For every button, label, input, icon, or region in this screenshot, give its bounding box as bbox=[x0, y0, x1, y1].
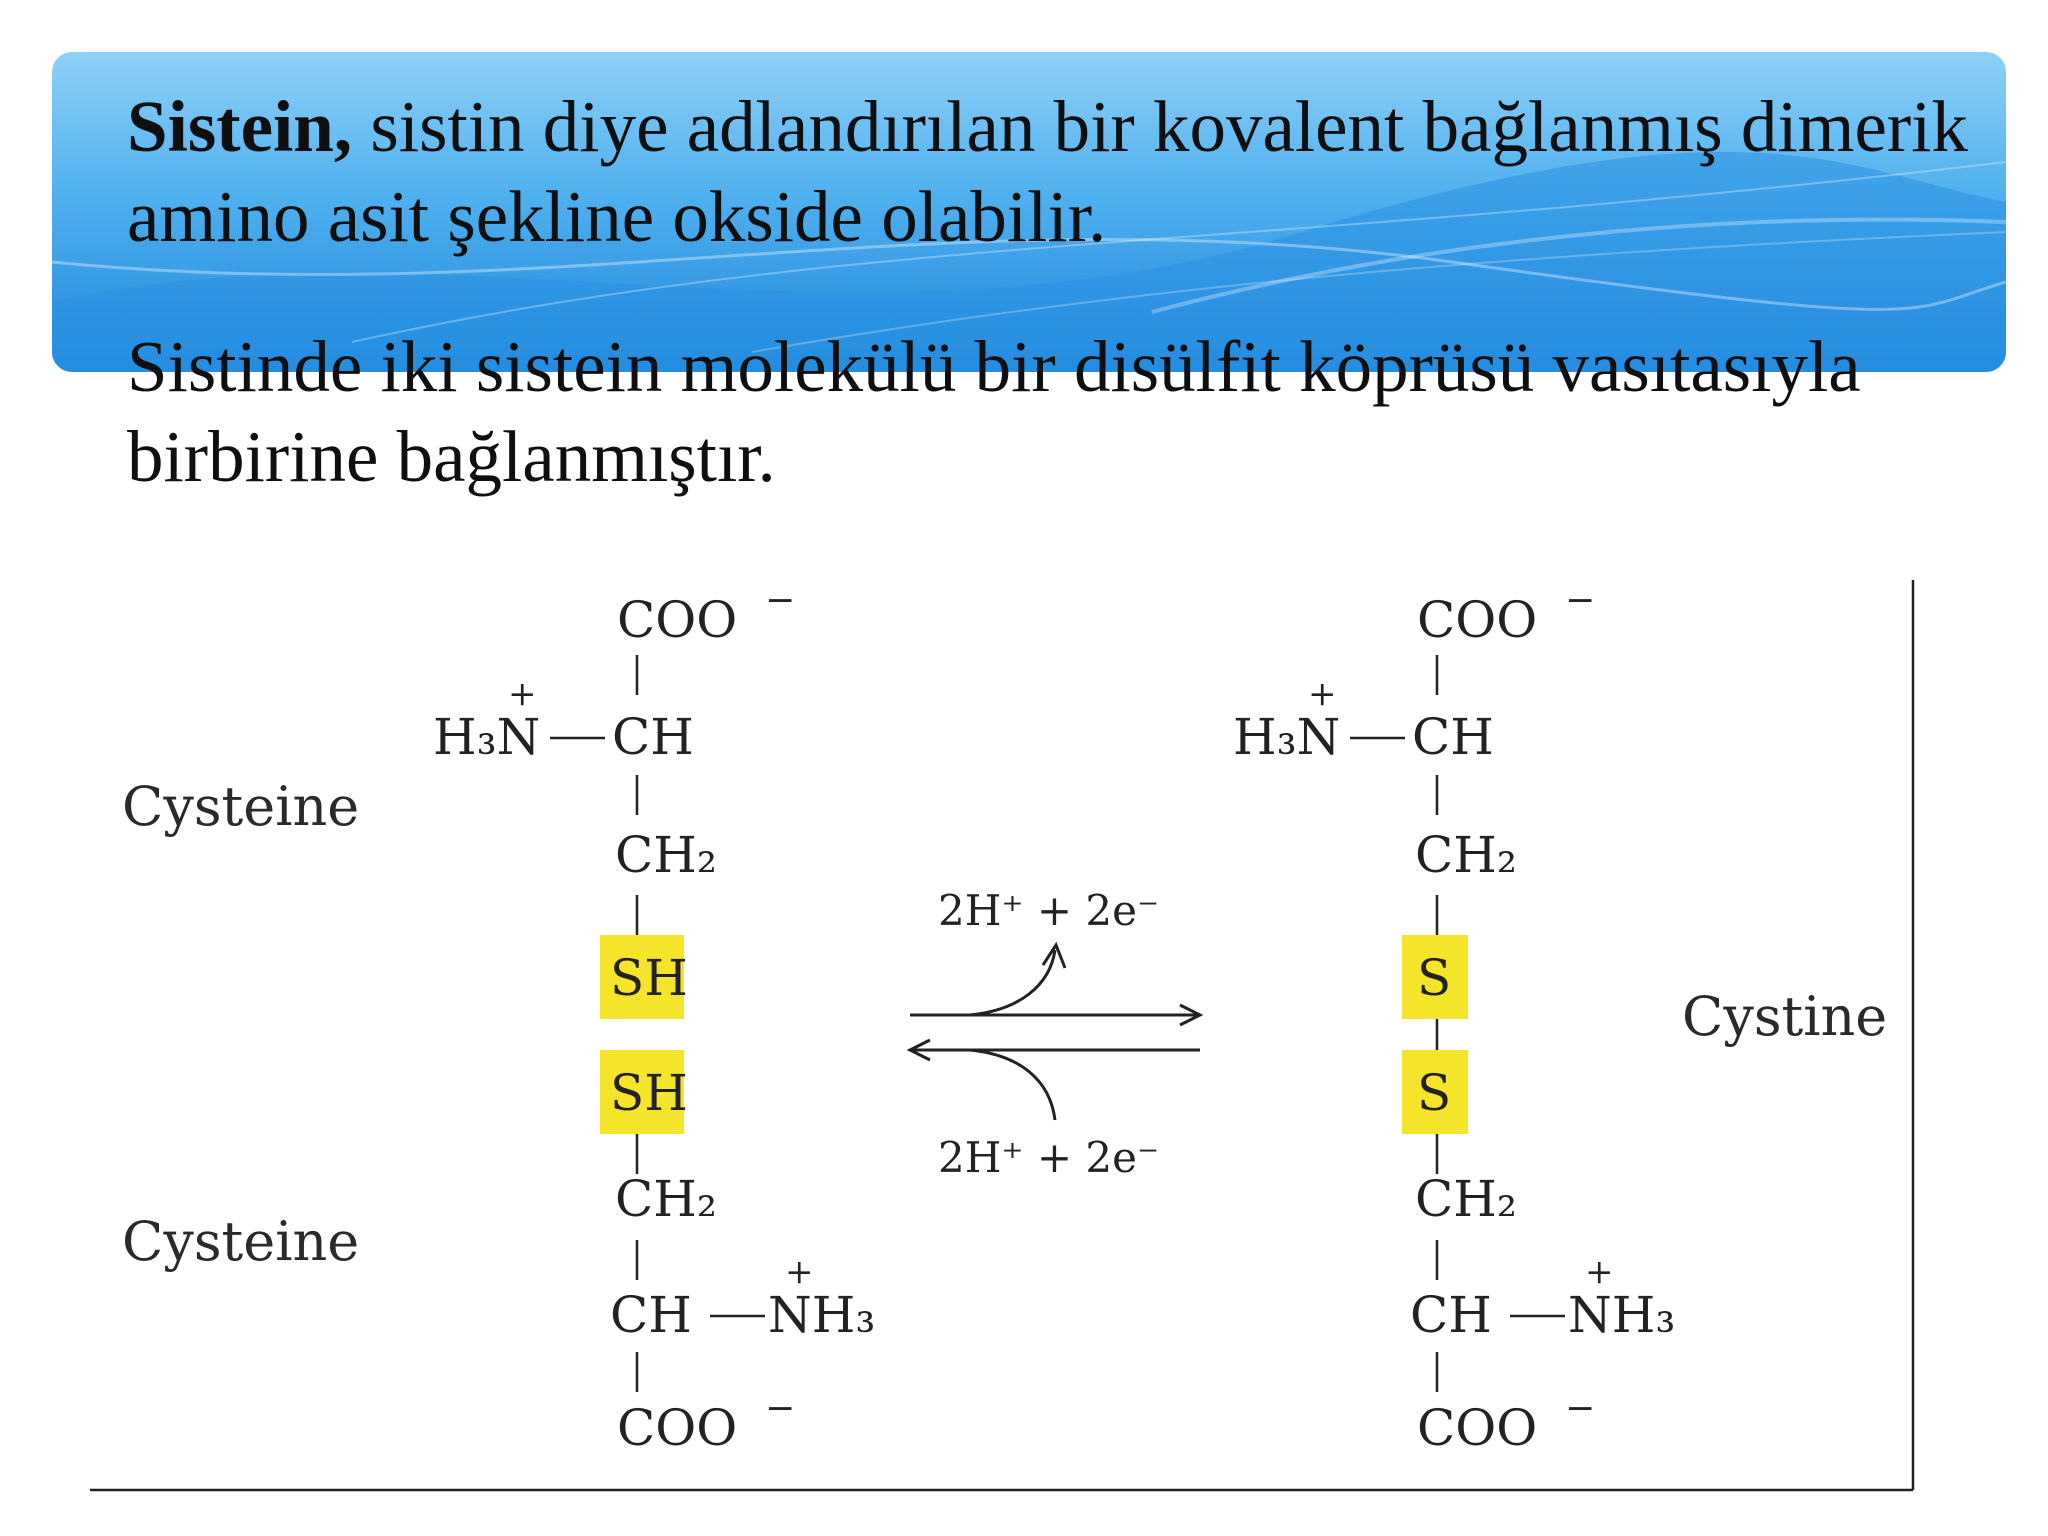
cysteine-structures bbox=[433, 580, 875, 1457]
right-bottom-coo: COO bbox=[1417, 1399, 1538, 1457]
label-cysteine-top: Cysteine bbox=[122, 775, 360, 838]
cystine-structure bbox=[1233, 580, 1675, 1457]
left-top-ch: CH bbox=[612, 708, 694, 766]
reaction-arrows bbox=[910, 886, 1200, 1182]
label-cysteine-bottom: Cysteine bbox=[122, 1210, 360, 1273]
left-top-coo-charge: − bbox=[765, 580, 796, 621]
paragraph-1-text: sistin diye adlandırılan bir kovalent bağlanmış dimerik amino asit şekline okside olabilir. bbox=[127, 86, 1968, 257]
left-bottom-coo: COO bbox=[617, 1399, 738, 1457]
right-top-coo-charge: − bbox=[1565, 580, 1596, 621]
right-h3n: H₃N bbox=[1233, 708, 1341, 766]
left-sh-bottom: SH bbox=[610, 1064, 688, 1122]
reagent-top: 2H⁺ + 2e⁻ bbox=[938, 886, 1160, 935]
left-h3n-charge: + bbox=[508, 674, 537, 714]
cysteine-cystine-diagram bbox=[90, 580, 1920, 1500]
right-bottom-ch: CH bbox=[1410, 1286, 1492, 1344]
paragraph-cysteine-oxidation bbox=[127, 82, 1987, 262]
left-bottom-ch2: CH₂ bbox=[615, 1170, 717, 1228]
right-top-ch2: CH₂ bbox=[1415, 826, 1517, 884]
reagent-bottom: 2H⁺ + 2e⁻ bbox=[938, 1133, 1160, 1182]
right-top-coo: COO bbox=[1417, 591, 1538, 649]
curved-arrow-uptake bbox=[970, 1050, 1055, 1120]
right-bottom-ch2: CH₂ bbox=[1415, 1170, 1517, 1228]
left-bottom-ch: CH bbox=[610, 1286, 692, 1344]
right-h3n-charge: + bbox=[1308, 674, 1337, 714]
left-nh3-charge: + bbox=[785, 1252, 814, 1292]
right-top-ch: CH bbox=[1412, 708, 1494, 766]
term-sistein: Sistein, bbox=[127, 86, 353, 167]
left-top-ch2: CH₂ bbox=[615, 826, 717, 884]
reaction-svg bbox=[90, 580, 1920, 1500]
left-bottom-coo-charge: − bbox=[765, 1388, 796, 1429]
left-top-coo: COO bbox=[617, 591, 738, 649]
paragraph-disulfide-bridge: Sistinde iki sistein molekülü bir disülfit köprüsü vasıtasıyla birbirine bağlanmıştır. bbox=[127, 326, 1861, 497]
right-s-top: S bbox=[1417, 949, 1452, 1007]
left-sh-top: SH bbox=[610, 949, 688, 1007]
right-nh3-charge: + bbox=[1585, 1252, 1614, 1292]
left-h3n: H₃N bbox=[433, 708, 541, 766]
left-nh3: NH₃ bbox=[768, 1286, 876, 1344]
right-s-bottom: S bbox=[1417, 1064, 1452, 1122]
label-cystine: Cystine bbox=[1682, 985, 1888, 1048]
right-nh3: NH₃ bbox=[1568, 1286, 1676, 1344]
right-bottom-coo-charge: − bbox=[1565, 1388, 1596, 1429]
curved-arrow-release bbox=[970, 950, 1055, 1015]
